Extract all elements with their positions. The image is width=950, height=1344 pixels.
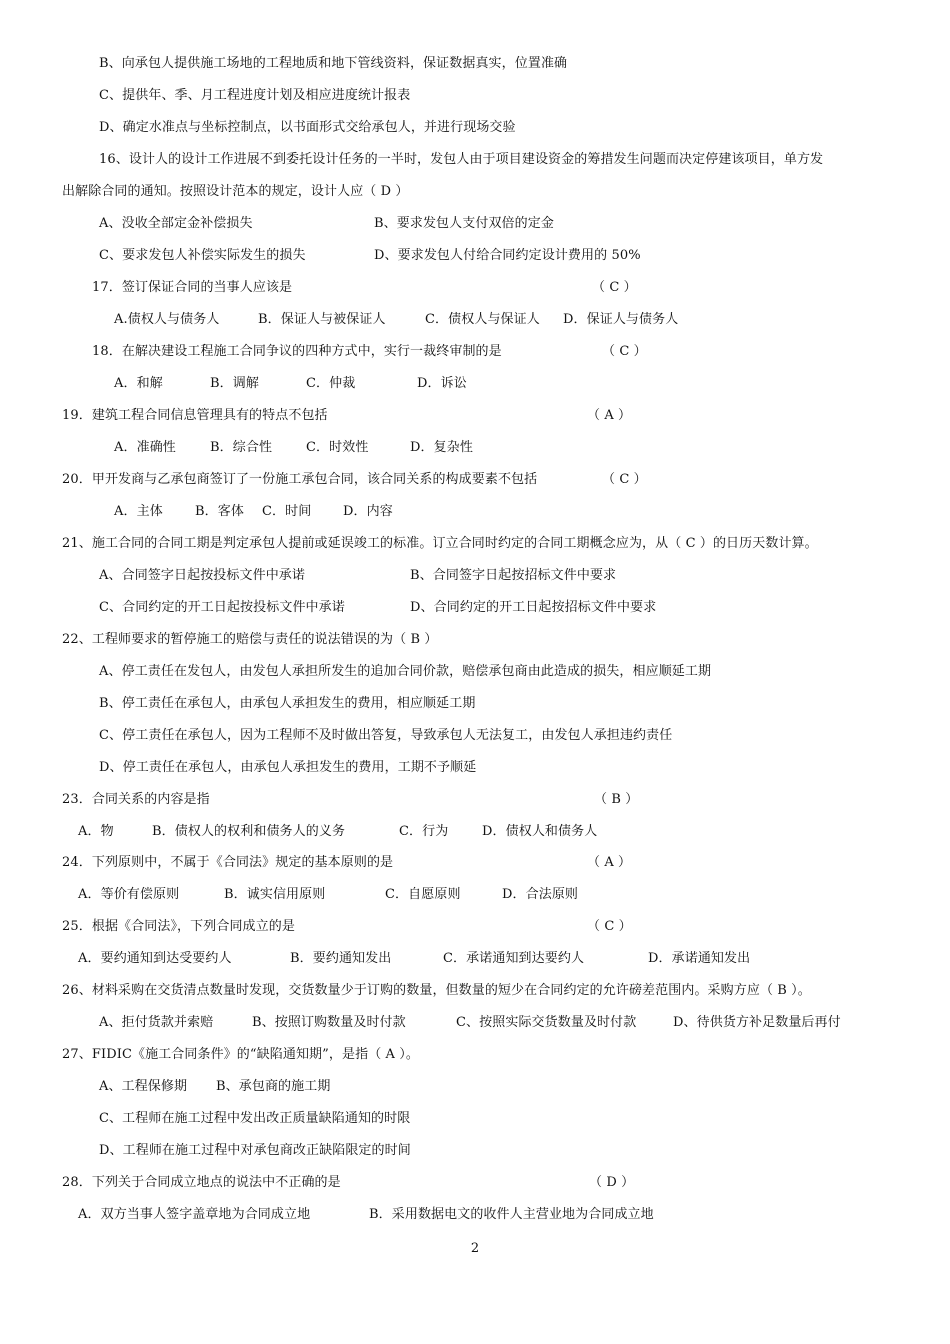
question-text: 18．在解决建设工程施工合同争议的四种方式中，实行一裁终审制的是 <box>92 344 502 359</box>
option-d: D、待供货方补足数量后再付 <box>673 1015 841 1030</box>
option-d: D、合同约定的开工日起按招标文件中要求 <box>410 600 657 615</box>
answer-bracket: （ C ） <box>592 280 637 295</box>
answer-bracket: （ C ） <box>587 919 632 934</box>
option-a: A、拒付货款并索赔 <box>99 1015 214 1030</box>
question-text: 16、设计人的设计工作进展不到委托设计任务的一半时，发包人由于项目建设资金的筹措发生问题而决定停建该项目，单方发 <box>99 152 824 167</box>
text-segment: B、向承包人提供施工场地的工程地质和地下管线资料，保证数据真实，位置准确 <box>99 56 568 71</box>
option-b: B．保证人与被保证人 <box>258 312 386 327</box>
question-text: 27、FIDIC《施工合同条件》的“缺陷通知期”，是指（ A ）。 <box>62 1047 419 1062</box>
text-segment: C、提供年、季、月工程进度计划及相应进度统计报表 <box>99 88 411 103</box>
option-b: B、停工责任在承包人，由承包人承担发生的费用，相应顺延工期 <box>99 696 476 711</box>
option-b: B．客体 <box>195 504 244 519</box>
option-c: C、按照实际交货数量及时付款 <box>456 1015 637 1030</box>
option-a: A．物 <box>78 824 114 839</box>
option-c: C．债权人与保证人 <box>425 312 540 327</box>
option-c: C、停工责任在承包人，因为工程师不及时做出答复，导致承包人无法复工，由发包人承担违约责任 <box>99 728 673 743</box>
question-text: 26、材料采购在交货清点数量时发现，交货数量少于订购的数量，但数量的短少在合同约定的允许磅差范围内。采购方应（ B ）。 <box>62 983 811 998</box>
option-c: C．仲裁 <box>306 376 356 391</box>
option-a: A．双方当事人签字盖章地为合同成立地 <box>78 1207 311 1222</box>
option-b: B、合同签字日起按招标文件中要求 <box>410 568 617 583</box>
option-c: C．自愿原则 <box>385 887 461 902</box>
answer-bracket: （ A ） <box>587 408 632 423</box>
option-b: B、要求发包人支付双倍的定金 <box>374 216 554 231</box>
page-number: 2 <box>470 1241 480 1256</box>
question-text: 17．签订保证合同的当事人应该是 <box>92 280 293 295</box>
question-text: 20．甲开发商与乙承包商签订了一份施工承包合同，该合同关系的构成要素不包括 <box>62 472 538 487</box>
answer-bracket: （ A ） <box>587 855 632 870</box>
option-a: A．主体 <box>114 504 163 519</box>
option-d: D．复杂性 <box>410 440 473 455</box>
option-d: D、工程师在施工过程中对承包商改正缺陷限定的时间 <box>99 1143 411 1158</box>
question-text: 24．下列原则中，不属于《合同法》规定的基本原则的是 <box>62 855 394 870</box>
answer-bracket: （ D ） <box>589 1175 635 1190</box>
option-d: D．诉讼 <box>417 376 467 391</box>
option-b: B．债权人的权利和债务人的义务 <box>152 824 346 839</box>
option-c: C．时间 <box>262 504 312 519</box>
option-b: B、按照订购数量及时付款 <box>252 1015 406 1030</box>
option-d: D．债权人和债务人 <box>482 824 598 839</box>
option-d: D、要求发包人付给合同约定设计费用的 50% <box>374 248 641 263</box>
option-b: B．要约通知发出 <box>290 951 392 966</box>
option-d: D．保证人与债务人 <box>563 312 679 327</box>
question-text: 19．建筑工程合同信息管理具有的特点不包括 <box>62 408 328 423</box>
text-segment: D、确定水准点与坐标控制点，以书面形式交给承包人，并进行现场交验 <box>99 120 516 135</box>
option-a: A、合同签字日起按投标文件中承诺 <box>99 568 305 583</box>
option-d: D、停工责任在承包人，由承包人承担发生的费用，工期不予顺延 <box>99 760 477 775</box>
option-a: A、停工责任在发包人，由发包人承担所发生的追加合同价款，赔偿承包商由此造成的损失，相应顺延工期 <box>99 664 712 679</box>
answer-bracket: （ C ） <box>602 344 647 359</box>
question-text: 25．根据《合同法》，下列合同成立的是 <box>62 919 295 934</box>
option-c: C．承诺通知到达要约人 <box>443 951 585 966</box>
question-text: 28．下列关于合同成立地点的说法中不正确的是 <box>62 1175 341 1190</box>
option-d: D．承诺通知发出 <box>648 951 751 966</box>
option-a: A．要约通知到达受要约人 <box>78 951 232 966</box>
option-c: C、合同约定的开工日起按投标文件中承诺 <box>99 600 345 615</box>
option-b: B．综合性 <box>210 440 273 455</box>
question-text: 出解除合同的通知。按照设计范本的规定，设计人应（ D ） <box>62 184 409 199</box>
option-a: A．等价有偿原则 <box>78 887 180 902</box>
option-a: A、没收全部定金补偿损失 <box>99 216 253 231</box>
option-d: D．合法原则 <box>502 887 579 902</box>
option-a: A．和解 <box>114 376 163 391</box>
option-b: B、承包商的施工期 <box>216 1079 331 1094</box>
option-c: C、要求发包人补偿实际发生的损失 <box>99 248 306 263</box>
option-c: C．行为 <box>399 824 449 839</box>
option-c: C．时效性 <box>306 440 369 455</box>
option-b: B．诚实信用原则 <box>224 887 326 902</box>
option-a: A、工程保修期 <box>99 1079 188 1094</box>
option-a: A.债权人与债务人 <box>114 312 220 327</box>
option-c: C、工程师在施工过程中发出改正质量缺陷通知的时限 <box>99 1111 411 1126</box>
option-b: B．调解 <box>210 376 259 391</box>
answer-bracket: （ C ） <box>602 472 647 487</box>
question-text: 23．合同关系的内容是指 <box>62 792 210 807</box>
answer-bracket: （ B ） <box>594 792 639 807</box>
option-a: A．准确性 <box>114 440 176 455</box>
option-d: D．内容 <box>343 504 393 519</box>
question-text: 22、工程师要求的暂停施工的赔偿与责任的说法错误的为（ B ） <box>62 632 438 647</box>
question-text: 21、施工合同的合同工期是判定承包人提前或延误竣工的标准。订立合同时约定的合同工期概念应为，从（ C ）的日历天数计算。 <box>62 536 818 551</box>
option-b: B．采用数据电文的收件人主营业地为合同成立地 <box>369 1207 654 1222</box>
